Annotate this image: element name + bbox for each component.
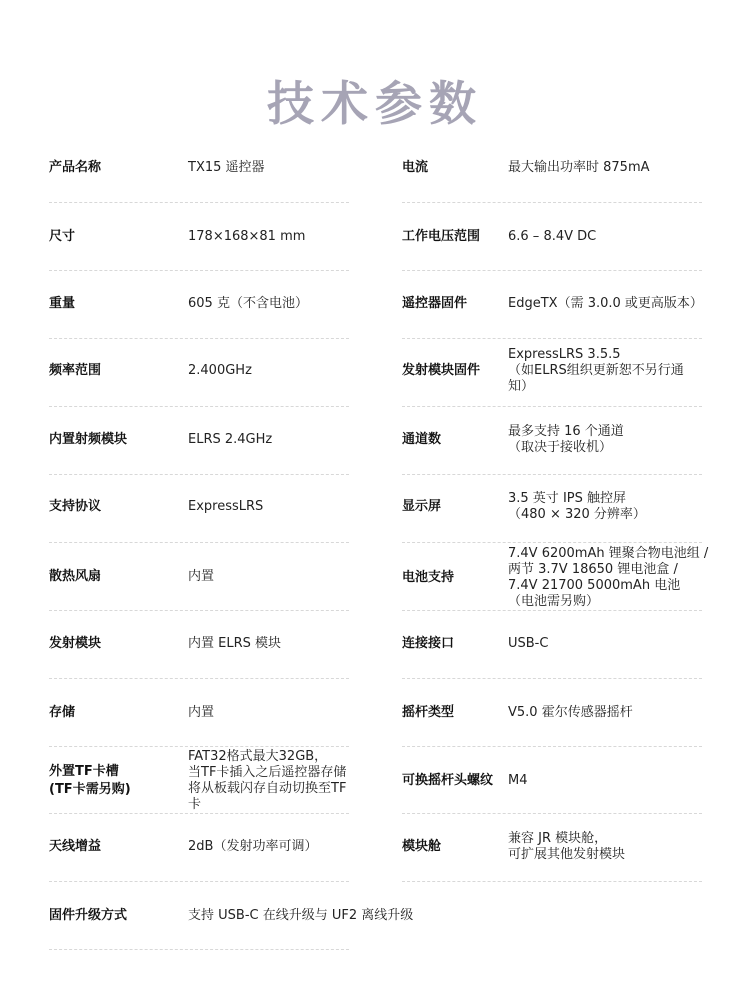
row-divider [402, 338, 702, 339]
spec-row-stick-end-thread [402, 770, 702, 792]
spec-label: 产品名称 [49, 160, 102, 175]
spec-row-rf-module [49, 429, 349, 451]
spec-label: 摇杆类型 [402, 705, 455, 720]
row-divider [49, 813, 349, 814]
spec-label: 模块舱 [402, 839, 442, 854]
row-divider [402, 610, 702, 611]
spec-row-tf-card [49, 749, 349, 812]
spec-value: 7.4V 6200mAh 锂聚合物电池组 / 两节 3.7V 18650 锂电池盒 / 7.4V 21700 5000mAh 电池 （电池需另购） [508, 546, 709, 609]
spec-label: 尺寸 [49, 229, 76, 244]
spec-row-storage [49, 702, 349, 724]
spec-value: 6.6 – 8.4V DC [508, 229, 597, 244]
spec-label: 遥控器固件 [402, 296, 468, 311]
row-divider [402, 881, 702, 882]
spec-row-cooling-fan [49, 566, 349, 588]
spec-label: 存储 [49, 705, 76, 720]
spec-row-radio-firmware [402, 293, 702, 315]
spec-label: 外置TF卡槽 (TF卡需另购) [49, 764, 131, 797]
row-divider [49, 678, 349, 679]
spec-label: 散热风扇 [49, 569, 102, 584]
spec-label: 显示屏 [402, 499, 442, 514]
spec-label: 连接接口 [402, 636, 455, 651]
row-divider [49, 338, 349, 339]
spec-row-product-name [49, 157, 349, 179]
row-divider [49, 949, 349, 950]
spec-row-voltage-range [402, 226, 702, 248]
row-divider [49, 474, 349, 475]
row-divider [49, 542, 349, 543]
row-divider [402, 270, 702, 271]
spec-value: 最多支持 16 个通道 （取决于接收机） [508, 424, 624, 455]
row-divider [49, 406, 349, 407]
row-divider [49, 202, 349, 203]
spec-label: 重量 [49, 296, 76, 311]
spec-value: USB-C [508, 636, 549, 651]
spec-label: 发射模块 [49, 636, 102, 651]
spec-row-antenna-gain [49, 836, 349, 858]
spec-label: 支持协议 [49, 499, 102, 514]
row-divider [402, 813, 702, 814]
row-divider [402, 542, 702, 543]
row-divider [49, 881, 349, 882]
spec-value: FAT32格式最大32GB， 当TF卡插入之后遥控器存储 将从板载闪存自动切换至TF卡 [188, 749, 347, 812]
spec-row-current [402, 157, 702, 179]
spec-value: ExpressLRS [188, 499, 264, 514]
spec-value: TX15 遥控器 [188, 160, 265, 175]
spec-value: ELRS 2.4GHz [188, 432, 273, 447]
spec-row-weight [49, 293, 349, 315]
row-divider [402, 678, 702, 679]
spec-value: 605 克（不含电池） [188, 296, 308, 311]
spec-value: EdgeTX（需 3.0.0 或更高版本） [508, 296, 703, 311]
spec-value: 最大输出功率时 875mA [508, 160, 650, 175]
spec-row-module-bay [402, 830, 702, 864]
spec-value: 内置 [188, 705, 215, 720]
spec-value: ExpressLRS 3.5.5 （如ELRS组织更新恕不另行通知） [508, 347, 684, 394]
spec-row-firmware-upgrade [49, 905, 549, 927]
spec-value: 178×168×81 mm [188, 229, 306, 244]
spec-row-dimensions [49, 226, 349, 248]
spec-label: 通道数 [402, 432, 442, 447]
spec-value: 2dB（发射功率可调） [188, 839, 318, 854]
spec-value: 内置 ELRS 模块 [188, 636, 282, 651]
spec-label: 固件升级方式 [49, 908, 128, 923]
row-divider [49, 610, 349, 611]
spec-label: 天线增益 [49, 839, 102, 854]
spec-value: 支持 USB-C 在线升级与 UF2 离线升级 [188, 908, 414, 923]
spec-row-tx-module [49, 633, 349, 655]
page-title: 技术参数 [267, 77, 483, 133]
spec-row-channels [402, 423, 702, 457]
spec-label: 内置射频模块 [49, 432, 128, 447]
row-divider [402, 746, 702, 747]
spec-row-module-firmware [402, 347, 702, 394]
spec-value: 2.400GHz [188, 363, 252, 378]
spec-value: M4 [508, 773, 528, 788]
spec-label: 频率范围 [49, 363, 102, 378]
spec-label: 发射模块固件 [402, 363, 481, 378]
row-divider [49, 270, 349, 271]
spec-row-gimbal-type [402, 702, 702, 724]
spec-label: 电流 [402, 160, 429, 175]
spec-row-protocol [49, 496, 349, 518]
row-divider [402, 202, 702, 203]
spec-row-display [402, 490, 702, 524]
spec-value: 内置 [188, 569, 215, 584]
row-divider [402, 474, 702, 475]
spec-row-battery [402, 545, 722, 611]
spec-label: 可换摇杆头螺纹 [402, 773, 494, 788]
spec-label: 电池支持 [402, 570, 455, 585]
spec-value: 3.5 英寸 IPS 触控屏 （480 × 320 分辨率） [508, 491, 646, 522]
spec-value: 兼容 JR 模块舱， 可扩展其他发射模块 [508, 831, 626, 862]
row-divider [49, 746, 349, 747]
spec-label: 工作电压范围 [402, 229, 481, 244]
spec-value: V5.0 霍尔传感器摇杆 [508, 705, 633, 720]
spec-row-connector [402, 633, 702, 655]
row-divider [402, 406, 702, 407]
spec-row-frequency-range [49, 360, 349, 382]
